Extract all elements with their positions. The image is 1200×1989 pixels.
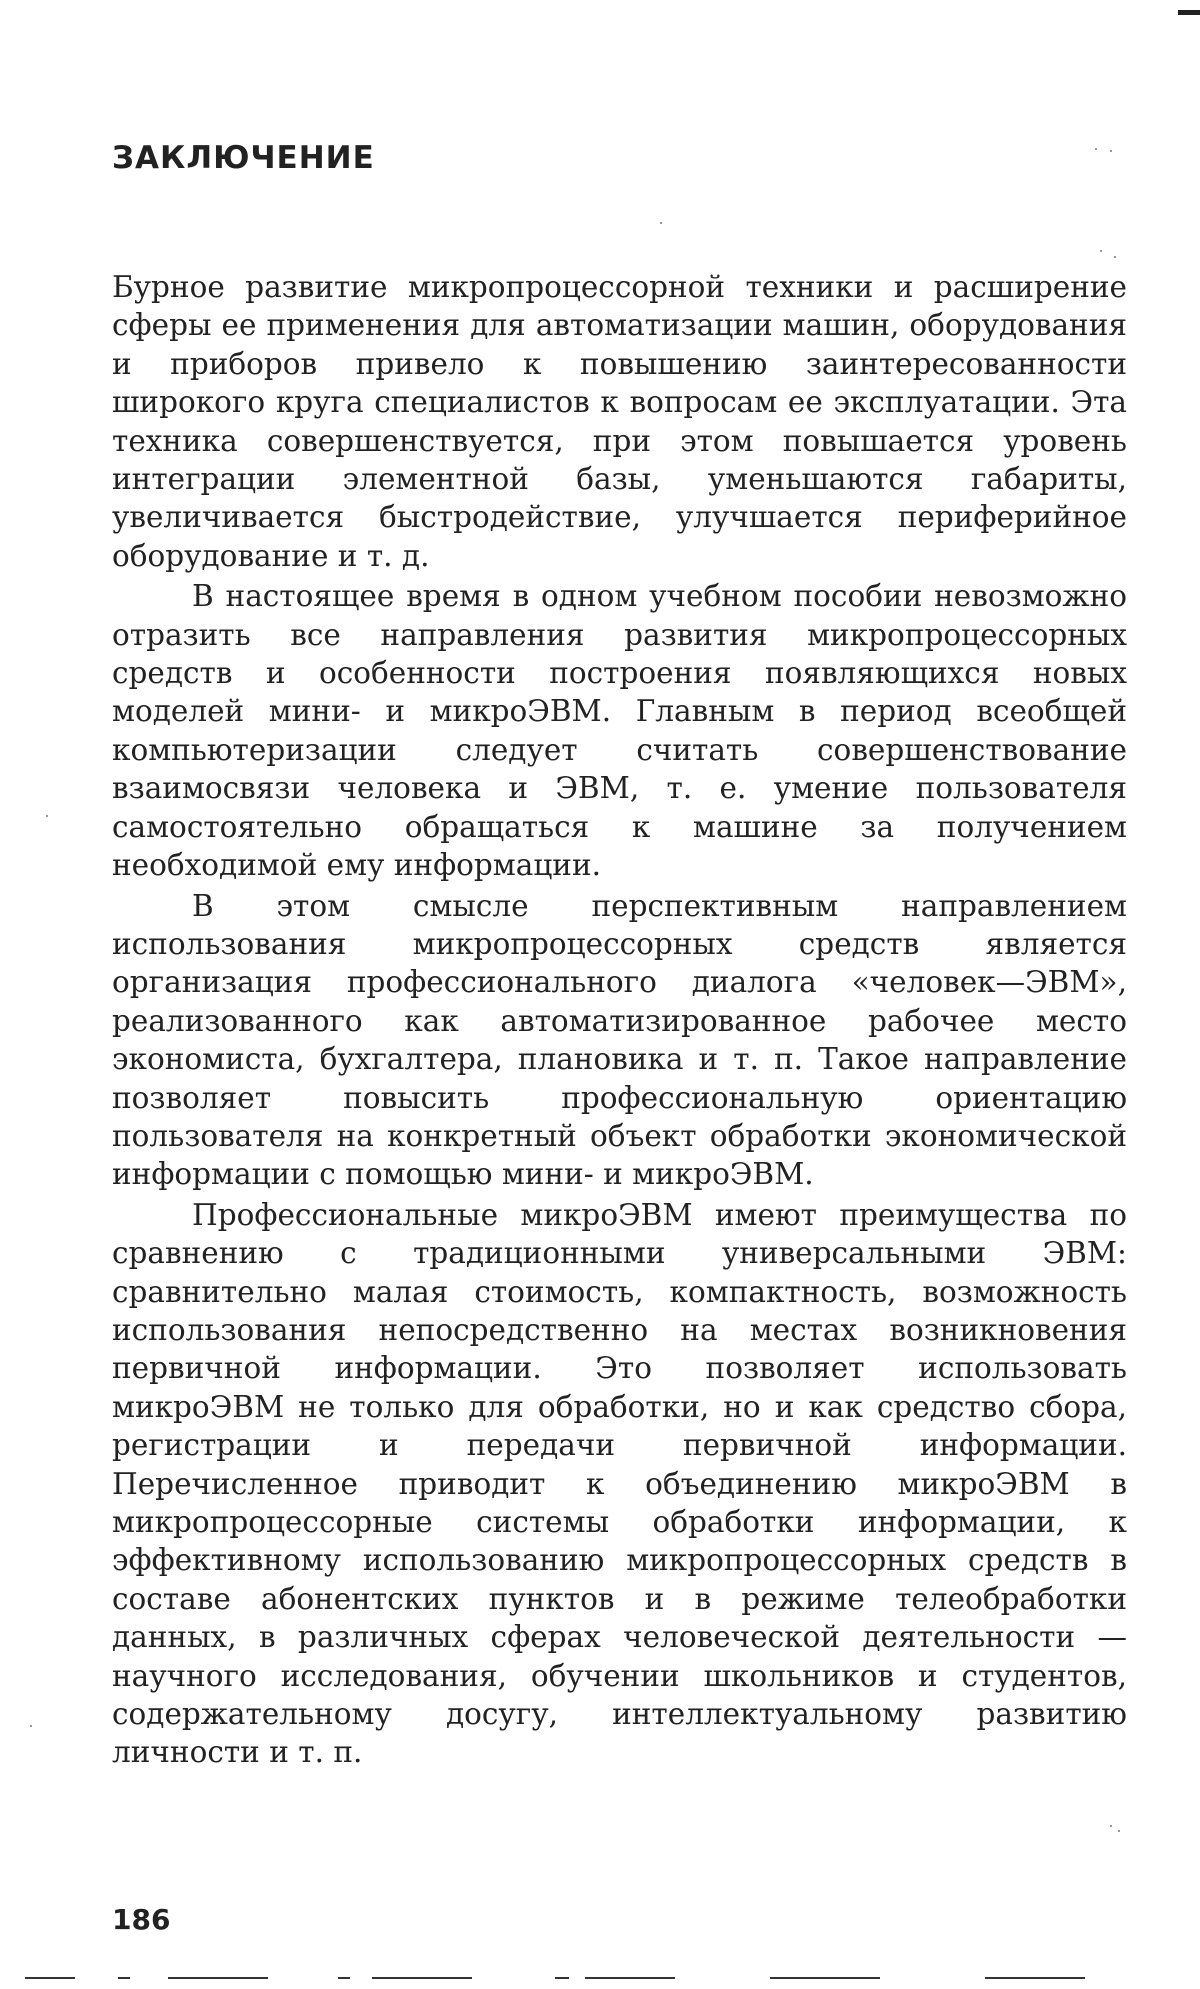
scan-speck (1110, 150, 1112, 152)
scan-speck (1118, 1830, 1120, 1832)
paragraph-3: В этом смысле перспективным направлением использования микропроцессорных средств является организация профессионального диалога «человек—ЭВМ», реализованного как автоматизированное рабочее место экономиста, бухгалтера, плановика и т. п. Такое направление позволяет повысить профессиональную ориентацию пользователя на конкретный объект обработки экономической информации с помощью мини- и микроЭВМ. (112, 888, 1127, 1192)
scan-speck (46, 815, 48, 817)
footer-rule (585, 1977, 675, 1979)
chapter-heading: ЗАКЛЮЧЕНИЕ (112, 140, 375, 176)
footer-rule (338, 1977, 350, 1979)
scan-speck (30, 1725, 32, 1727)
footer-rule (168, 1977, 268, 1979)
scan-speck (1095, 148, 1097, 150)
footer-rule (118, 1977, 130, 1979)
corner-mark (1178, 10, 1200, 15)
scan-speck (1110, 1825, 1112, 1827)
scan-speck (1100, 250, 1102, 252)
paragraph-2: В настоящее время в одном учебном пособии невозможно отразить все направления развития микропроцессорных средств и особенности построения появляющихся новых моделей мини- и микроЭВМ. Главным в период всеобщей компьютеризации следует считать совершенствование взаимосвязи человека и ЭВМ, т. е. умение пользователя самостоятельно обращаться к машине за получением необходимой ему информации. (112, 579, 1127, 883)
body-text (112, 268, 1127, 1772)
scan-speck (660, 222, 662, 224)
paragraph-4: Профессиональные микроЭВМ имеют преимущества по сравнению с традиционными универсальными ЭВМ: сравнительно малая стоимость, компактность, возможность использования непосредственно на местах возникновения первичной информации. Это позволяет использовать микроЭВМ не только для обработки, но и как средство сбора, регистрации и передачи первичной информации. Перечисленное приводит к объединению микроЭВМ в микропроцессорные системы обработки информации, к эффективному использованию микропроцессорных средств в составе абонентских пунктов и в режиме телеобработки данных, в различных сферах человеческой деятельности — научного исследования, обучении школьников и студентов, содержательному досугу, интеллектуальному развитию личности и т. п. (112, 1197, 1127, 1770)
footer-rule (25, 1977, 75, 1979)
footer-rule (985, 1977, 1085, 1979)
footer-rule (372, 1977, 472, 1979)
paragraph-1: Бурное развитие микропроцессорной техники и расширение сферы ее применения для автоматизации машин, оборудования и приборов привело к повышению заинтересованности широкого круга специалистов к вопросам ее эксплуатации. Эта техника совершенствуется, при этом повышается уровень интеграции элементной базы, уменьшаются габариты, увеличивается быстродействие, улучшается периферийное оборудование и т. д. (112, 270, 1127, 573)
scan-speck (1114, 256, 1116, 258)
footer-rule (555, 1977, 569, 1979)
page-number: 186 (112, 1903, 171, 1936)
footer-rule (770, 1977, 880, 1979)
